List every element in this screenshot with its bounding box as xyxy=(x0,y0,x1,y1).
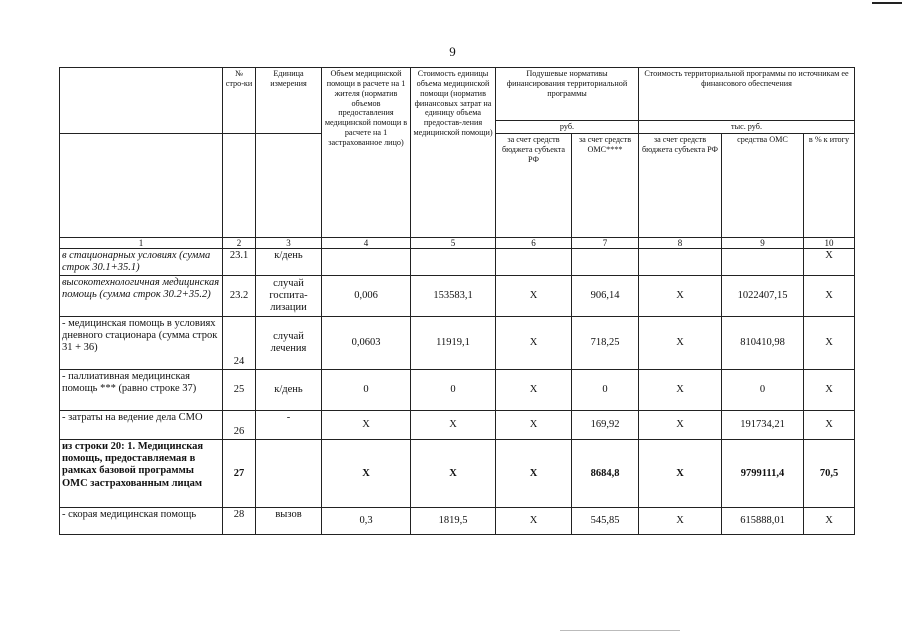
row-percent: X xyxy=(804,370,855,411)
column-numbers-row xyxy=(60,237,855,248)
row-oms-2: 615888,01 xyxy=(722,508,804,535)
row-percent: X xyxy=(804,249,855,276)
row-cost xyxy=(411,249,496,276)
row-unit: случай лечения xyxy=(256,317,322,370)
row-budget-rf-2: X xyxy=(639,508,722,535)
row-budget-rf-2: X xyxy=(639,440,722,508)
row-oms-2 xyxy=(722,249,804,276)
row-cost: 0 xyxy=(411,370,496,411)
row-budget-rf-2: X xyxy=(639,276,722,317)
row-budget-rf: X xyxy=(496,370,572,411)
row-oms-2: 9799111,4 xyxy=(722,440,804,508)
row-volume: X xyxy=(322,440,411,508)
row-volume: 0,0603 xyxy=(322,317,411,370)
col-number: 3 xyxy=(256,237,322,248)
header-oms-2: средства ОМС xyxy=(722,133,804,237)
row-volume: X xyxy=(322,411,411,440)
row-name: - затраты на ведение дела СМО xyxy=(60,411,223,440)
row-volume: 0 xyxy=(322,370,411,411)
row-budget-rf: X xyxy=(496,276,572,317)
row-name: в стационарных условиях (сумма строк 30.1+35.1) xyxy=(60,249,223,276)
row-unit: к/день xyxy=(256,249,322,276)
row-unit: случай госпита-лизации xyxy=(256,276,322,317)
row-unit: к/день xyxy=(256,370,322,411)
page-number: 9 xyxy=(449,44,456,59)
row-budget-rf: X xyxy=(496,440,572,508)
row-oms: 169,92 xyxy=(572,411,639,440)
header-cost: Стоимость единицы объема медицинской помощи (норматив финансовых затрат на единицу объема предостав-ления медицинской помощи) xyxy=(411,68,496,238)
header-budget-rf-2: за счет средств бюджета субъекта РФ xyxy=(639,133,722,237)
row-number: 27 xyxy=(223,440,256,508)
row-percent: X xyxy=(804,276,855,317)
row-oms-2: 191734,21 xyxy=(722,411,804,440)
row-budget-rf: X xyxy=(496,411,572,440)
row-oms: 906,14 xyxy=(572,276,639,317)
col-number: 6 xyxy=(496,237,572,248)
row-percent: X xyxy=(804,317,855,370)
row-unit xyxy=(256,440,322,508)
row-number: 26 xyxy=(223,411,256,440)
header-row-number: № стро-ки xyxy=(223,68,256,134)
col-number: 2 xyxy=(223,237,256,248)
col-number: 4 xyxy=(322,237,411,248)
row-cost: 11919,1 xyxy=(411,317,496,370)
row-budget-rf xyxy=(496,249,572,276)
header-volume: Объем медицинской помощи в расчете на 1 жителя (норматив объемов предоставления медицинской помощи в расчете на 1 застрахованное лицо) xyxy=(322,68,411,238)
header-unit-rub: руб. xyxy=(496,121,639,134)
row-cost: 1819,5 xyxy=(411,508,496,535)
row-percent: X xyxy=(804,508,855,535)
scan-artifact-line xyxy=(560,630,680,631)
row-number: 23.1 xyxy=(223,249,256,276)
row-oms: 0 xyxy=(572,370,639,411)
header-name-cell-lower xyxy=(60,133,223,237)
col-number: 8 xyxy=(639,237,722,248)
row-budget-rf: X xyxy=(496,317,572,370)
row-number: 28 xyxy=(223,508,256,535)
row-name: высокотехнологичная медицинская помощь (сумма строк 30.2+35.2) xyxy=(60,276,223,317)
row-name: - скорая медицинская помощь xyxy=(60,508,223,535)
header-unit: Единица измерения xyxy=(256,68,322,134)
col-number: 5 xyxy=(411,237,496,248)
table-row xyxy=(60,508,855,535)
table-row xyxy=(60,370,855,411)
header-name-cell xyxy=(60,68,223,134)
row-budget-rf-2: X xyxy=(639,370,722,411)
row-unit: - xyxy=(256,411,322,440)
row-name: - паллиативная медицинская помощь *** (равно строке 37) xyxy=(60,370,223,411)
row-percent: X xyxy=(804,411,855,440)
row-number: 24 xyxy=(223,317,256,370)
row-name: из строки 20: 1. Медицинская помощь, предоставляемая в рамках базовой программы ОМС застрахованным лицам xyxy=(60,440,223,508)
row-volume: 0,006 xyxy=(322,276,411,317)
row-oms xyxy=(572,249,639,276)
header-unit-thous-rub: тыс. руб. xyxy=(639,121,855,134)
row-cost: X xyxy=(411,411,496,440)
table-row xyxy=(60,411,855,440)
row-percent: 70,5 xyxy=(804,440,855,508)
row-budget-rf-2 xyxy=(639,249,722,276)
col-number: 7 xyxy=(572,237,639,248)
header-row-number-lower xyxy=(223,133,256,237)
row-oms-2: 0 xyxy=(722,370,804,411)
header-budget-rf: за счет средств бюджета субъекта РФ xyxy=(496,133,572,237)
row-budget-rf-2: X xyxy=(639,411,722,440)
scan-edge-line xyxy=(872,2,902,4)
table-row xyxy=(60,440,855,508)
header-unit-lower xyxy=(256,133,322,237)
header-percapita: Подушевые нормативы финансирования территориальной программы xyxy=(496,68,639,121)
territorial-program-table xyxy=(59,67,855,535)
row-volume: 0,3 xyxy=(322,508,411,535)
row-volume xyxy=(322,249,411,276)
row-budget-rf-2: X xyxy=(639,317,722,370)
row-oms-2: 1022407,15 xyxy=(722,276,804,317)
row-oms-2: 810410,98 xyxy=(722,317,804,370)
row-number: 23.2 xyxy=(223,276,256,317)
row-name: - медицинская помощь в условиях дневного стационара (сумма строк 31 + 36) xyxy=(60,317,223,370)
row-budget-rf: X xyxy=(496,508,572,535)
col-number: 10 xyxy=(804,237,855,248)
row-unit: вызов xyxy=(256,508,322,535)
table-row xyxy=(60,276,855,317)
row-oms: 8684,8 xyxy=(572,440,639,508)
header-oms: за счет средств ОМС**** xyxy=(572,133,639,237)
row-cost: 153583,1 xyxy=(411,276,496,317)
table-row xyxy=(60,317,855,370)
col-number: 9 xyxy=(722,237,804,248)
table-row xyxy=(60,249,855,276)
row-cost: X xyxy=(411,440,496,508)
header-program-cost: Стоимость территориальной программы по источникам ее финансового обеспечения xyxy=(639,68,855,121)
row-oms: 718,25 xyxy=(572,317,639,370)
row-number: 25 xyxy=(223,370,256,411)
header-percent: в % к итогу xyxy=(804,133,855,237)
row-oms: 545,85 xyxy=(572,508,639,535)
col-number: 1 xyxy=(60,237,223,248)
